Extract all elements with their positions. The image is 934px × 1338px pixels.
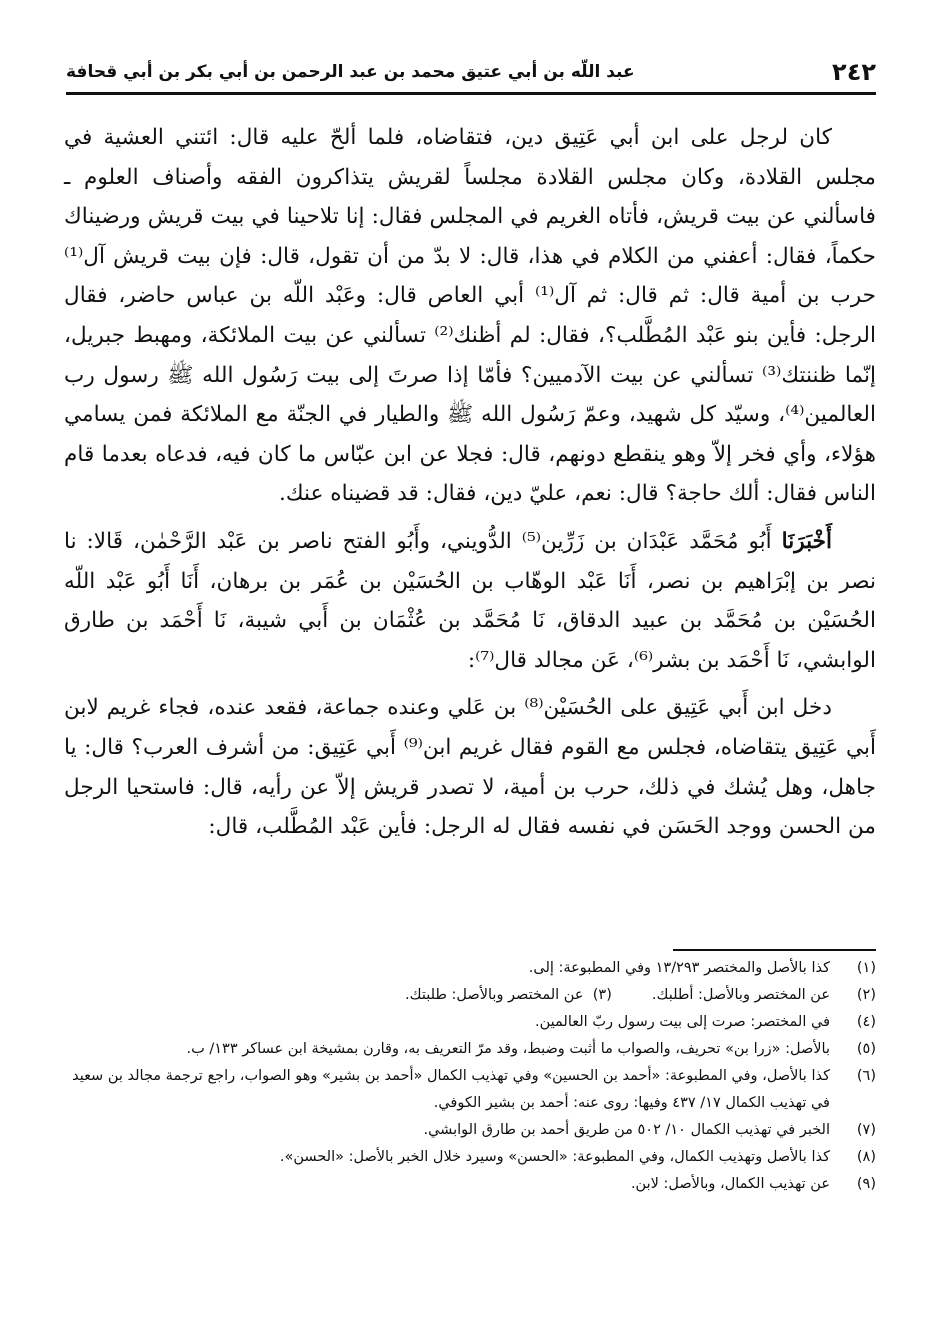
footnote-pair xyxy=(66,982,830,1009)
isnad-lead-word: أَخْبَرَنَا xyxy=(781,528,832,554)
paragraph xyxy=(64,522,876,680)
footnote-number: (٨) xyxy=(856,1149,876,1165)
footnote-text: عن المختصر وبالأصل: أطلبك. xyxy=(651,987,830,1003)
footnote-text: كذا بالأصل، وفي المطبوعة: «أحمد بن الحسين» وفي تهذيب الكمال «أحمد بن بشير» وهو الصواب، راجع ترجمة مجالد بن سعيد في تهذيب الكمال ١٧/ ٤٣٧ وفيها: روى عنه: أحمد بن بشير الكوفي. xyxy=(72,1068,830,1111)
footnote-text: كذا بالأصل والمختصر ١٣/٢٩٣ وفي المطبوعة: إلى. xyxy=(528,960,830,976)
footnote-text: بالأصل: «زرا بن» تحريف، والصواب ما أثبت وضبط، وقد مرّ التعريف به، وقارن بمشيخة ابن عساكر ١٣٣/ ب. xyxy=(186,1041,830,1057)
footnote xyxy=(66,955,876,982)
running-title: عبد اللّه بن أبي عتيق محمد بن عبد الرحمن بن أبي بكر بن أبي قحافة xyxy=(66,62,635,82)
footnote-number: (٩) xyxy=(856,1176,876,1192)
main-text xyxy=(64,118,876,928)
footnote-text: عن تهذيب الكمال، وبالأصل: لابن. xyxy=(630,1176,830,1192)
footnote-number: (٦) xyxy=(856,1068,876,1084)
footnote xyxy=(66,1036,876,1063)
footnote-inline xyxy=(405,982,612,1009)
footnote xyxy=(66,1063,876,1117)
footnote-number: (١) xyxy=(856,960,876,976)
footnote-separator xyxy=(673,949,876,951)
footnote-text: في المختصر: صرت إلى بيت رسول ربّ العالمين. xyxy=(535,1014,830,1030)
footnote-text: كذا بالأصل وتهذيب الكمال، وفي المطبوعة: «الحسن» وسيرد خلال الخبر بالأصل: «الحسن». xyxy=(279,1149,830,1165)
footnote xyxy=(66,1144,876,1171)
footnote-number: (٣) xyxy=(592,987,612,1003)
footnotes xyxy=(66,955,876,1198)
footnote-number: (٢) xyxy=(856,987,876,1003)
paragraph: دخل ابن أَبي عَتِيق على الحُسَيْن⁽⁸⁾ بن عَلي وعنده جماعة، فقعد عنده، فجاء غريم لابن أَبي عَتِيق يتقاضاه، فجلس مع القوم فقال غريم ابن⁽⁹⁾ أَبي عَتِيق: من أشرف العرب؟ قال: يا جاهل، وهل يُشك في ذلك، حرب بن أمية، لا تصدر قريش إلاّ عن رأيه، قال: فاستحيا الرجل من الحسن ووجد الحَسَن في نفسه فقال له الرجل: فأين عَبْد المُطَّلب، قال: xyxy=(64,695,876,840)
footnote xyxy=(66,1117,876,1144)
footnote-text: عن المختصر وبالأصل: طلبتك. xyxy=(405,987,584,1003)
footnote xyxy=(66,982,876,1009)
paragraph-text: أَبُو مُحَمَّد عَبْدَان بن زَرِّين⁽⁵⁾ الدُّويني، وأَبُو الفتح ناصر بن عَبْد الرَّحْمٰن، قَالا: نا نصر بن إبْرَاهيم بن نصر، أَنَا عَبْد الوهّاب بن الحُسَيْن بن عُمَر بن برهان، أَنَا أَبُو عَبْد اللّه الحُسَيْن بن مُحَمَّد بن عبيد الدقاق، نَا مُحَمَّد بن عُثْمَان بن أَبي شيبة، نَا أَحْمَد بن طارق الوابشي، نَا أَحْمَد بن بشر⁽⁶⁾، عَن مجالد قال⁽⁷⁾: xyxy=(64,528,876,673)
footnote xyxy=(66,1009,876,1036)
footnote-number: (٤) xyxy=(856,1014,876,1030)
footnote-number: (٧) xyxy=(856,1122,876,1138)
footnote-text: الخبر في تهذيب الكمال ١٠/ ٥٠٢ من طريق أحمد بن طارق الوابشي. xyxy=(423,1122,830,1138)
page-header xyxy=(66,52,876,95)
paragraph: كان لرجل على ابن أبي عَتِيق دين، فتقاضاه، فلما ألحّ عليه قال: ائتني العشية في مجلس القلادة، وكان مجلس القلادة مجلساً لقريش يتذاكرون الفقه وأصناف العلوم ـ فاسألني عن بيت قريش، فأتاه الغريم في المجلس فقال: إنا تلاحينا في بيت قريش ورضيناك حكماً، فقال: أعفني من الكلام في هذا، قال: لا بدّ من أن تقول، قال: فإن بيت قريش آل⁽¹⁾ حرب بن أمية قال: ثم قال: ثم آل⁽¹⁾ أبي العاص قال: وعَبْد اللّه بن عباس حاضر، فقال الرجل: فأين بنو عَبْد المُطَّلب؟، فقال: لم أظنك⁽²⁾ تسألني عن بيت الملائكة، ومهبط جبريل، إنّما ظننتك⁽³⁾ تسألني عن بيت الآدميين؟ فأمّا إذا صرتَ إلى بيت رَسُول الله ﷺ رسول رب العالمين⁽⁴⁾، وسيّد كل شهيد، وعمّ رَسُول الله ﷺ والطيار في الجنّة مع الملائكة فمن يسامي هؤلاء، وأي فخر إلاّ وهو ينقطع دونهم، قال: فجلا عن ابن عبّاس ما كان فيه، فدعاه بعدما قام الناس فقال: ألك حاجة؟ قال: نعم، عليّ دين، فقال: قد قضيناه عنك. xyxy=(64,125,876,507)
footnote xyxy=(66,1171,876,1198)
page-number: ٢٤٢ xyxy=(832,58,876,86)
footnote-number: (٥) xyxy=(856,1041,876,1057)
